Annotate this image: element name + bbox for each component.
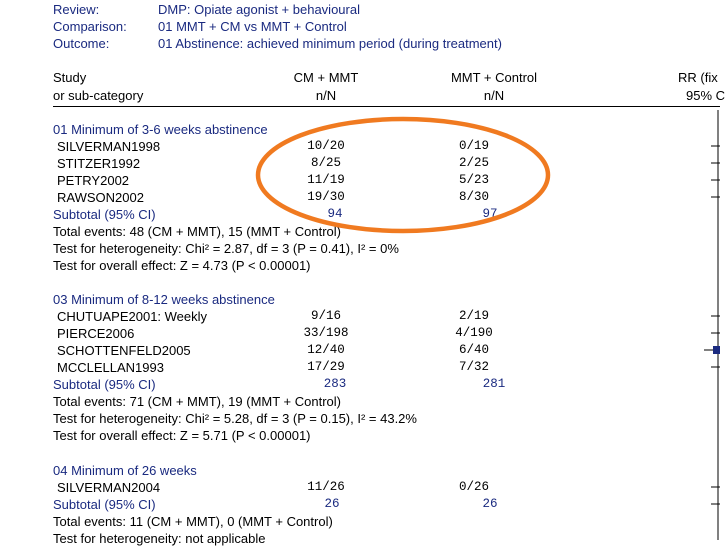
column-header-effect: RR (fix <box>678 70 718 85</box>
total-events: Total events: 11 (CM + MMT), 0 (MMT + Control) <box>53 514 333 529</box>
outcome-value: 01 Abstinence: achieved minimum period (during treatment) <box>158 36 502 51</box>
study-name: RAWSON2002 <box>57 190 144 205</box>
treatment-events: 8/25 <box>310 156 341 170</box>
study-name: STITZER1992 <box>57 156 141 171</box>
comparison-label: Comparison: <box>53 19 127 34</box>
column-header-control: MMT + Control <box>450 70 538 85</box>
treatment-total: 283 <box>323 377 347 391</box>
control-events: 0/19 <box>458 139 489 153</box>
review-label: Review: <box>53 2 100 17</box>
control-events: 4/190 <box>455 326 493 340</box>
control-events: 0/26 <box>458 480 489 494</box>
study-name: CHUTUAPE2001: Weekly <box>57 309 208 324</box>
control-total: 97 <box>482 207 498 221</box>
treatment-events: 17/29 <box>307 360 345 374</box>
control-events: 5/23 <box>458 173 489 187</box>
column-header-study: Study <box>53 70 87 85</box>
study-name: SCHOTTENFELD2005 <box>57 343 191 358</box>
control-events: 6/40 <box>458 343 489 357</box>
treatment-events: 11/26 <box>307 480 345 494</box>
review-value: DMP: Opiate agonist + behavioural <box>158 2 360 17</box>
comparison-value: 01 MMT + CM vs MMT + Control <box>158 19 347 34</box>
overall-effect-test: Test for overall effect: Z = 4.73 (P < 0.00001) <box>53 258 311 273</box>
subtotal-label: Subtotal (95% CI) <box>53 207 156 222</box>
control-events: 8/30 <box>458 190 489 204</box>
treatment-events: 33/198 <box>303 326 349 340</box>
column-header-control-units: n/N <box>483 88 505 103</box>
annotation-ellipse <box>258 119 548 231</box>
study-name: SILVERMAN2004 <box>57 480 161 495</box>
subgroup-heading: 01 Minimum of 3-6 weeks abstinence <box>53 122 268 137</box>
study-name: MCCLELLAN1993 <box>57 360 164 375</box>
heterogeneity-test: Test for heterogeneity: not applicable <box>53 531 266 546</box>
control-events: 2/19 <box>458 309 489 323</box>
subgroup-heading: 03 Minimum of 8-12 weeks abstinence <box>53 292 275 307</box>
column-header-subcategory: or sub-category <box>53 88 144 103</box>
subtotal-label: Subtotal (95% CI) <box>53 377 156 392</box>
study-weight-marker <box>713 346 720 354</box>
outcome-label: Outcome: <box>53 36 110 51</box>
subgroup-heading: 04 Minimum of 26 weeks <box>53 463 197 478</box>
study-name: PIERCE2006 <box>57 326 135 341</box>
overall-effect-test: Test for overall effect: Z = 5.71 (P < 0.00001) <box>53 428 311 443</box>
total-events: Total events: 48 (CM + MMT), 15 (MMT + Control) <box>53 224 341 239</box>
control-events: 7/32 <box>458 360 489 374</box>
column-header-treatment: CM + MMT <box>293 70 359 85</box>
heterogeneity-test: Test for heterogeneity: Chi² = 5.28, df = 3 (P = 0.15), I² = 43.2% <box>53 411 417 426</box>
column-header-effect-ci: 95% C <box>686 88 725 103</box>
treatment-events: 19/30 <box>307 190 345 204</box>
study-name: SILVERMAN1998 <box>57 139 161 154</box>
column-header-treatment-units: n/N <box>315 88 337 103</box>
treatment-total: 94 <box>327 207 343 221</box>
study-name: PETRY2002 <box>57 173 130 188</box>
control-total: 281 <box>482 377 506 391</box>
subtotal-label: Subtotal (95% CI) <box>53 497 156 512</box>
treatment-events: 11/19 <box>307 173 345 187</box>
treatment-total: 26 <box>324 497 340 511</box>
control-total: 26 <box>482 497 498 511</box>
heterogeneity-test: Test for heterogeneity: Chi² = 2.87, df = 3 (P = 0.41), I² = 0% <box>53 241 399 256</box>
total-events: Total events: 71 (CM + MMT), 19 (MMT + Control) <box>53 394 341 409</box>
treatment-events: 10/20 <box>307 139 345 153</box>
control-events: 2/25 <box>458 156 489 170</box>
treatment-events: 12/40 <box>307 343 345 357</box>
treatment-events: 9/16 <box>310 309 341 323</box>
